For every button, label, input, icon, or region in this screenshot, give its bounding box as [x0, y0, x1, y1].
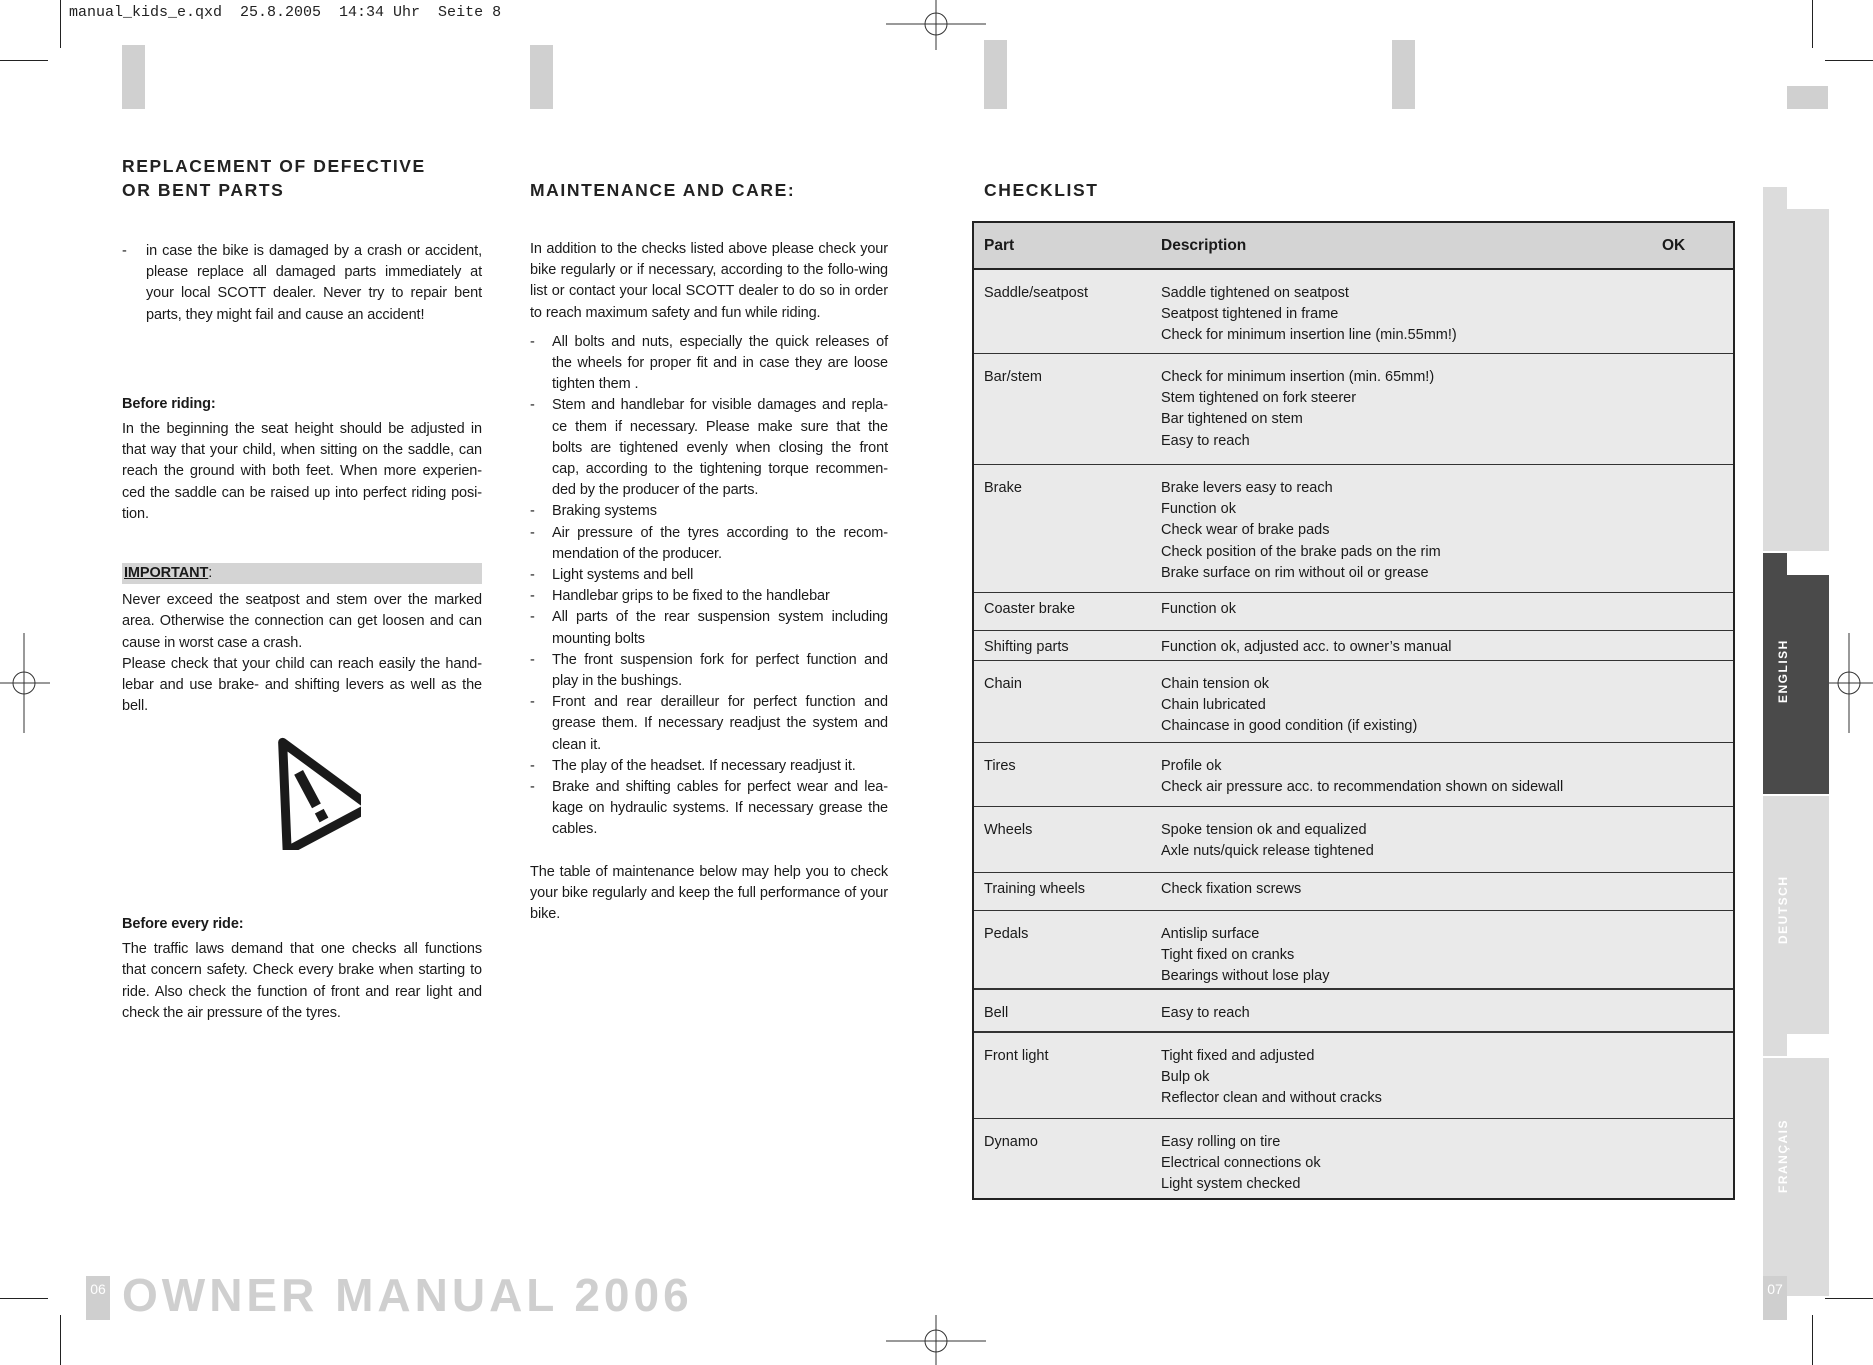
page-number-right: 07 — [1763, 1276, 1787, 1320]
description-line: Profile ok — [1161, 758, 1222, 774]
table-row — [974, 661, 1733, 743]
list-item: - Stem and handlebar for visible damages and repla-ce them if necessary. Please make sure that the bolts are tightened evenly when closing the front cap, according to the tightening torque recommen-ded by the producer of the parts. — [530, 395, 888, 501]
important-text: Please check that your child can reach easily the hand-lebar and use brake- and shifting levers as well as the bell. — [122, 655, 482, 715]
description-cell — [1161, 367, 1434, 452]
crop-mark — [1825, 1298, 1873, 1299]
part-cell: Chain — [984, 676, 1022, 692]
description-line: Seatpost tightened in frame — [1161, 306, 1339, 323]
registration-mark-icon — [0, 633, 50, 733]
checklist-table — [972, 221, 1735, 1200]
part-cell: Tires — [984, 758, 1016, 774]
description-line: Bulp ok — [1161, 1069, 1210, 1086]
part-cell: Brake — [984, 480, 1022, 496]
crop-mark — [1812, 1315, 1813, 1365]
description-cell — [1161, 1046, 1382, 1110]
description-line: Check for minimum insertion line (min.55mm!) — [1161, 327, 1457, 344]
tab-english-bg-top — [1763, 187, 1787, 209]
description-cell — [1161, 1132, 1321, 1196]
column-marker — [122, 45, 145, 109]
table-row — [974, 631, 1733, 661]
table-row — [974, 354, 1733, 465]
description-line: Axle nuts/quick release tightened — [1161, 843, 1374, 860]
crop-mark — [0, 60, 48, 61]
description-line: Brake levers easy to reach — [1161, 480, 1333, 496]
description-line: Brake surface on rim without oil or grease — [1161, 564, 1429, 581]
list-item: - Air pressure of the tyres according to the recom-mendation of the producer. — [530, 523, 888, 565]
tab-english-label: ENGLISH — [1776, 639, 1790, 703]
column-marker — [1392, 40, 1415, 109]
description-cell — [1161, 599, 1236, 620]
tab-francais-top — [1763, 1034, 1787, 1056]
list-item: - All bolts and nuts, especially the quick releases of the wheels for proper fit and in case they are loose tighten them . — [530, 332, 888, 396]
description-line: Check fixation screws — [1161, 881, 1302, 897]
description-line: Bearings without lose play — [1161, 968, 1330, 985]
list-item: - All parts of the rear suspension system including mounting bolts — [530, 607, 888, 649]
tab-english[interactable] — [1763, 575, 1829, 794]
crop-mark — [0, 1298, 48, 1299]
heading-replacement: REPLACEMENT OF DEFECTIVE OR BENT PARTS — [122, 156, 426, 200]
table-row — [974, 911, 1733, 990]
replacement-list — [122, 241, 482, 326]
description-line: Check for minimum insertion (min. 65mm!) — [1161, 369, 1435, 385]
before-riding-section — [122, 394, 482, 525]
description-cell — [1161, 674, 1417, 738]
list-item: - Braking systems — [530, 501, 888, 522]
footer-title: OWNER MANUAL 2006 — [122, 1269, 693, 1321]
description-line: Reflector clean and without cracks — [1161, 1090, 1382, 1107]
part-cell: Front light — [984, 1048, 1049, 1064]
description-line: Check position of the brake pads on the rim — [1161, 543, 1441, 560]
header-part: Part — [984, 237, 1015, 254]
description-cell — [1161, 283, 1457, 347]
table-body — [974, 270, 1733, 1198]
list-item: - Brake and shifting cables for perfect wear and lea-kage on hydraulic systems. If necessary grease the cables. — [530, 777, 888, 841]
tab-deutsch[interactable] — [1763, 796, 1829, 1034]
before-every-ride-section — [122, 914, 482, 1024]
column-marker — [984, 40, 1007, 109]
description-line: Function ok, adjusted acc. to owner’s manual — [1161, 639, 1452, 655]
maintenance-intro: In addition to the checks listed above please check your bike regularly or if necessary, according to the follo-wing list or contact your local SCOTT dealer to do so in order to reach maximum safety and fun while riding. — [530, 241, 888, 321]
description-line: Function ok — [1161, 501, 1236, 518]
maintenance-outro: The table of maintenance below may help you to check your bike regularly and keep the full performance of your bike. — [530, 863, 888, 923]
tab-francais-label: FRANÇAIS — [1776, 1119, 1790, 1193]
registration-mark-icon — [1823, 633, 1873, 733]
part-cell: Shifting parts — [984, 639, 1069, 655]
description-line: Antislip surface — [1161, 926, 1260, 942]
description-line: Saddle tightened on seatpost — [1161, 285, 1349, 301]
description-line: Electrical connections ok — [1161, 1155, 1321, 1172]
description-line: Bar tightened on stem — [1161, 411, 1303, 428]
table-row — [974, 873, 1733, 911]
before-riding-text: In the beginning the seat height should be adjusted in that way that your child, when sitting on the saddle, can reach the ground with both feet. When more experien-ced the saddle can be raised up into perfect riding posi-tion. — [122, 421, 482, 522]
list-item: - Light systems and bell — [530, 565, 888, 586]
list-item: - in case the bike is damaged by a crash or accident, please replace all damaged parts immediately at your local SCOTT dealer. Never try to repair bent parts, they might fail and cause an accident! — [122, 241, 482, 326]
part-cell: Bell — [984, 1005, 1009, 1021]
important-section — [122, 563, 482, 717]
description-cell — [1161, 879, 1301, 900]
description-line: Easy rolling on tire — [1161, 1134, 1281, 1150]
description-cell — [1161, 924, 1329, 988]
table-row — [974, 593, 1733, 631]
description-cell — [1161, 756, 1563, 798]
column-replacement — [122, 154, 482, 717]
description-cell — [1161, 478, 1441, 584]
before-riding-title: Before riding: — [122, 395, 216, 412]
description-line: Check wear of brake pads — [1161, 522, 1330, 539]
description-line: Tight fixed on cranks — [1161, 947, 1295, 964]
list-item: - Handlebar grips to be fixed to the handlebar — [530, 586, 888, 607]
tab-blank — [1763, 209, 1829, 551]
table-row — [974, 990, 1733, 1033]
maintenance-list — [530, 332, 888, 841]
heading-maintenance: MAINTENANCE AND CARE: — [530, 180, 796, 200]
registration-mark-icon — [886, 1315, 986, 1365]
description-line: Light system checked — [1161, 1176, 1301, 1193]
tab-francais[interactable] — [1763, 1058, 1829, 1296]
description-line: Function ok — [1161, 601, 1236, 617]
table-row — [974, 743, 1733, 807]
table-row — [974, 1119, 1733, 1198]
part-cell: Pedals — [984, 926, 1029, 942]
part-cell: Dynamo — [984, 1134, 1038, 1150]
header-description: Description — [1161, 237, 1247, 254]
table-header — [974, 223, 1733, 270]
description-cell — [1161, 1003, 1250, 1024]
header-ok: OK — [1662, 237, 1686, 254]
description-cell — [1161, 637, 1451, 658]
description-line: Spoke tension ok and equalized — [1161, 822, 1367, 838]
page-number-left: 06 — [86, 1276, 110, 1320]
description-cell — [1161, 820, 1374, 862]
list-item: - The play of the headset. If necessary readjust it. — [530, 756, 888, 777]
description-line: Check air pressure acc. to recommendation shown on sidewall — [1161, 779, 1564, 796]
list-item: - The front suspension fork for perfect function and play in the bushings. — [530, 650, 888, 692]
table-row — [974, 270, 1733, 354]
before-every-ride-text: The traffic laws demand that one checks all functions that concern safety. Check every brake when starting to ride. Also check the function of front and rear light and check the air pressure of the tyres. — [122, 941, 482, 1021]
part-cell: Coaster brake — [984, 601, 1076, 617]
tab-deutsch-label: DEUTSCH — [1776, 875, 1790, 944]
description-line: Easy to reach — [1161, 432, 1250, 449]
description-line: Stem tightened on fork steerer — [1161, 390, 1357, 407]
part-cell: Bar/stem — [984, 369, 1043, 385]
column-maintenance — [530, 178, 888, 925]
table-row — [974, 1033, 1733, 1119]
description-line: Chaincase in good condition (if existing) — [1161, 718, 1418, 735]
column-marker — [530, 45, 553, 109]
list-item: - Front and rear derailleur for perfect function and grease them. If necessary readjust the system and clean it. — [530, 692, 888, 756]
part-cell: Training wheels — [984, 881, 1086, 897]
table-row — [974, 465, 1733, 593]
important-text: Never exceed the seatpost and stem over the marked area. Otherwise the connection can get loosen and can cause in worst case a crash. — [122, 592, 482, 651]
crop-mark — [60, 1315, 61, 1365]
crop-mark — [60, 0, 61, 48]
description-line: Chain lubricated — [1161, 697, 1266, 714]
crop-mark — [1825, 60, 1873, 61]
description-line: Easy to reach — [1161, 1005, 1250, 1021]
warning-icon — [255, 730, 361, 850]
description-line: Chain tension ok — [1161, 676, 1270, 692]
part-cell: Wheels — [984, 822, 1033, 838]
before-every-ride-title: Before every ride: — [122, 916, 244, 932]
heading-checklist: CHECKLIST — [984, 180, 1099, 200]
description-line: Tight fixed and adjusted — [1161, 1048, 1315, 1064]
registration-mark-icon — [886, 0, 986, 50]
table-row — [974, 807, 1733, 873]
crop-mark — [1812, 0, 1813, 48]
important-label: IMPORTANT: — [122, 563, 482, 584]
tab-english-bg — [1763, 553, 1787, 575]
corner-marker — [1787, 86, 1828, 109]
file-slug: manual_kids_e.qxd 25.8.2005 14:34 Uhr Seite 8 — [69, 4, 502, 21]
part-cell: Saddle/seatpost — [984, 285, 1088, 301]
